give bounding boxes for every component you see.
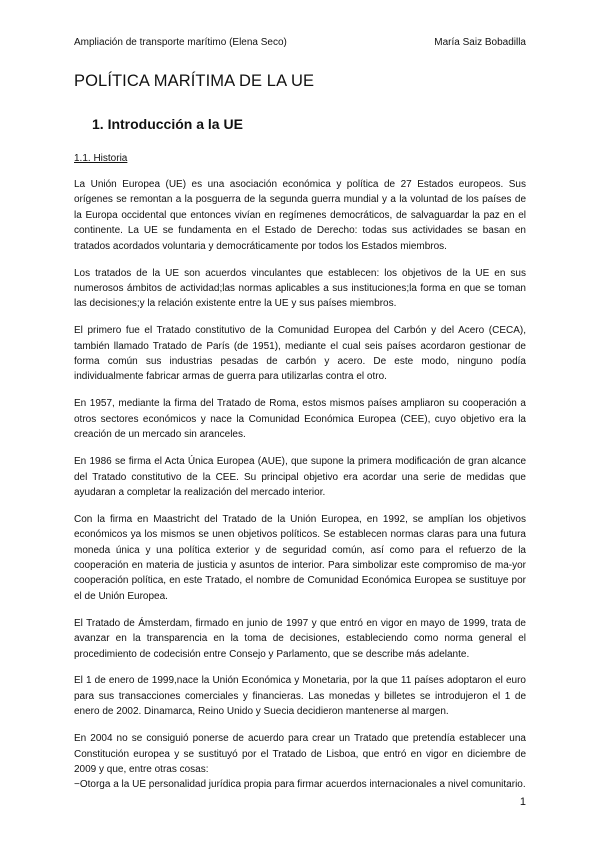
- paragraph: La Unión Europea (UE) es una asociación económica y política de 27 Estados europeos. Sus orígenes se remontan a la posguerra de la segunda guerra mundial y a la voluntad de los países de la Europa occidental que entonces vivían en regímenes democráticos, de salvaguardar la paz en el continente. La UE se fundamenta en el Estado de Derecho: todas sus actividades se basan en tratados acordados voluntaria y democráticamente por todos los Estados miembros.: [74, 179, 526, 252]
- document-title: POLÍTICA MARÍTIMA DE LA UE: [74, 72, 315, 90]
- paragraph: En 2004 no se consiguió ponerse de acuerdo para crear un Tratado que pretendía establecer una Constitución europea y se sustituyó por el Tratado de Lisboa, que entró en vigor en diciembre de 2009 y que, entre otras cosas:: [74, 733, 526, 775]
- paragraph: Con la firma en Maastricht del Tratado de la Unión Europea, en 1992, se amplían los objetivos económicos ya los mismos se unen objetivos políticos. Se establecen normas claras para una futura moneda única y una política exterior y de seguridad común, así como para el refuerzo de la cooperación en materia de justicia y asuntos de interior. Para simbolizar este compromiso de ma-yor cooperación política, en este Tratado, el nombre de Comunidad Económica Europea se sustituye por el de Unión Europea.: [74, 513, 526, 602]
- page-number: 1: [519, 796, 526, 808]
- header-course: Ampliación de transporte marítimo (Elena Seco): [74, 37, 287, 48]
- paragraph: El primero fue el Tratado constitutivo de la Comunidad Europea del Carbón y del Acero (CECA), también llamado Tratado de París (de 1951), mediante el cual seis países acordaron gestionar de forma común sus industrias pesadas de carbón y acero. De este modo, ninguno podía individualmente fabricar armas de guerra para utilizarlas contra el otro.: [74, 325, 526, 383]
- bullet-item: −Otorga a la UE personalidad jurídica propia para firmar acuerdos internacionales a nivel comunitario.: [74, 779, 526, 791]
- header-author: María Saiz Bobadilla: [434, 37, 526, 48]
- paragraph: El 1 de enero de 1999,nace la Unión Económica y Monetaria, por la que 11 países adoptaron el euro para sus transacciones comerciales y financieras. Las monedas y billetes se introdujeron el 1 de enero de 2002. Dinamarca, Reino Unido y Suecia decidieron mantenerse al margen.: [74, 675, 526, 718]
- page-header: [74, 37, 526, 51]
- body-text: [74, 177, 526, 793]
- section-heading: 1. Introducción a la UE: [92, 116, 243, 132]
- subsection-heading: 1.1. Historia: [74, 153, 128, 164]
- paragraph: Los tratados de la UE son acuerdos vinculantes que establecen: los objetivos de la UE en sus numerosos ámbitos de actividad;las normas aplicables a sus instituciones;la forma en que se toman las decisiones;y la relación existente entre la UE y sus países miembros.: [74, 267, 526, 310]
- paragraph: El Tratado de Ámsterdam, firmado en junio de 1997 y que entró en vigor en mayo de 1999, trata de avanzar en la transparencia en la toma de decisiones, estableciendo como norma general el procedimiento de codecisión entre Consejo y Parlamento, que se describe más adelante.: [74, 617, 526, 660]
- paragraph: En 1986 se firma el Acta Única Europea (AUE), que supone la primera modificación de gran alcance del Tratado constitutivo de la CEE. Su principal objetivo era acordar una serie de medidas que ayudaran a completar la realización del mercado interior.: [74, 456, 526, 498]
- paragraph: En 1957, mediante la firma del Tratado de Roma, estos mismos países ampliaron su cooperación a otros sectores económicos y nace la Comunidad Económica Europea (CEE), cuyo objetivo era la creación de un mercado sin aranceles.: [74, 398, 526, 441]
